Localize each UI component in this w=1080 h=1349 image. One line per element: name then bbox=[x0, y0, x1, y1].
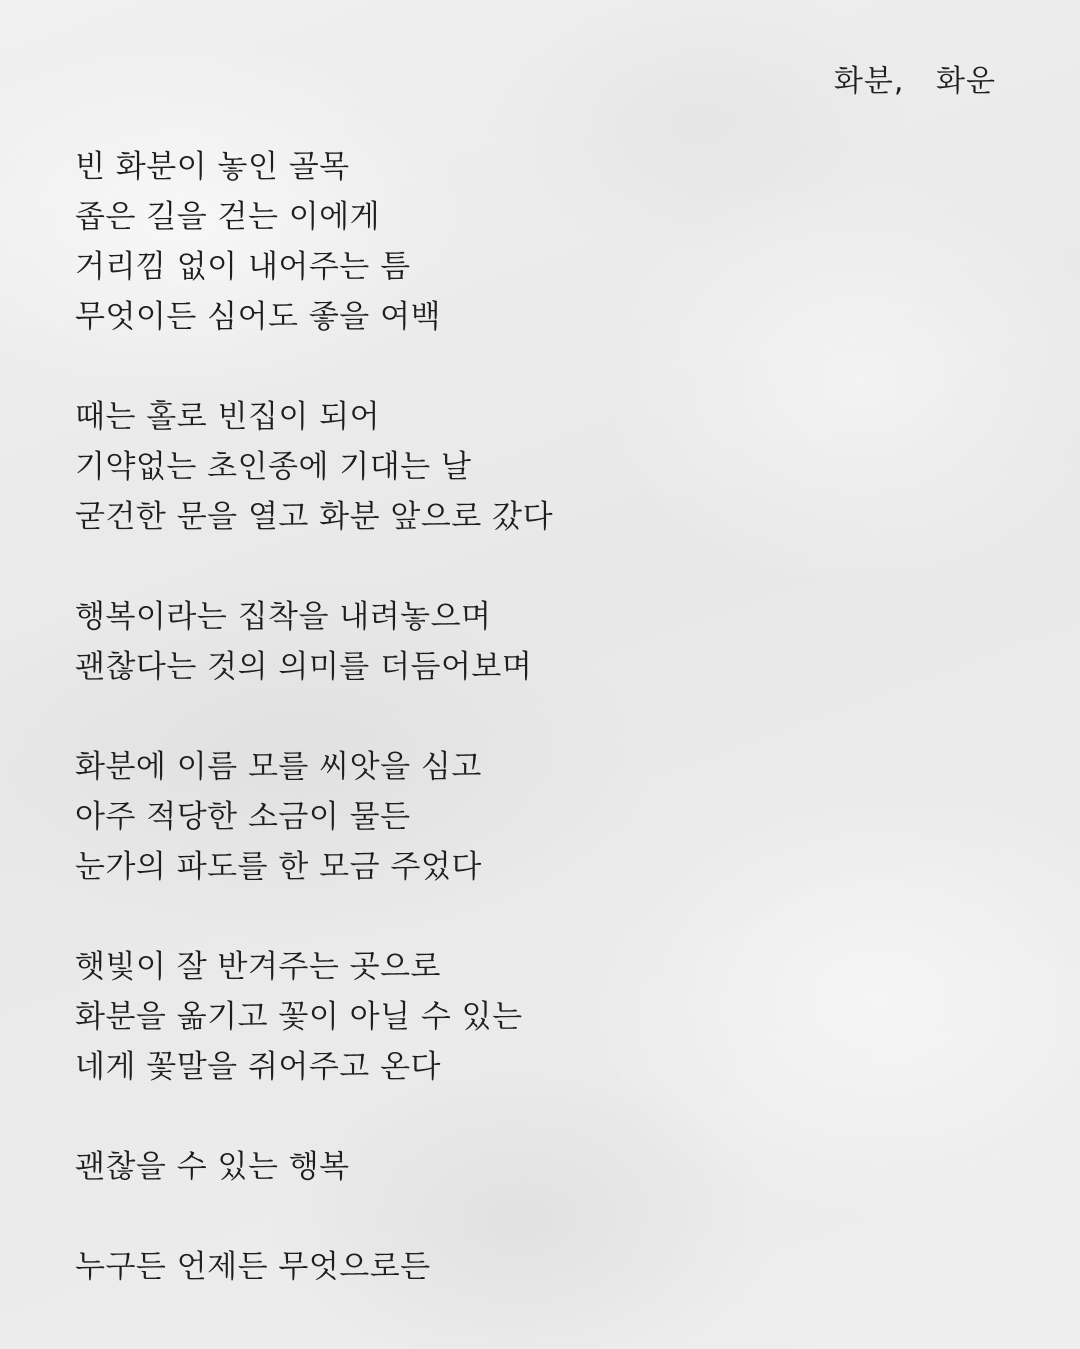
stanza bbox=[75, 392, 975, 542]
stanza bbox=[75, 742, 975, 892]
poem-line: 누구든 언제든 무엇으로든 bbox=[75, 1249, 431, 1285]
poem-line: 행복이라는 집착을 내려놓으며 bbox=[75, 599, 492, 635]
poem-line: 네게 꽃말을 쥐어주고 온다 bbox=[75, 1049, 441, 1085]
poem-line: 거리낌 없이 내어주는 틈 bbox=[75, 249, 411, 285]
poem-line: 화분에 이름 모를 씨앗을 심고 bbox=[75, 749, 482, 785]
poem-line: 좁은 길을 걷는 이에게 bbox=[75, 199, 381, 235]
poem-line: 빈 화분이 놓인 골목 bbox=[75, 149, 350, 185]
poem-line: 굳건한 문을 열고 화분 앞으로 갔다 bbox=[75, 499, 554, 535]
poem-line: 눈가의 파도를 한 모금 주었다 bbox=[75, 849, 482, 885]
poem-title: 화분, 화운 bbox=[833, 64, 996, 99]
poem-line: 화분을 옮기고 꽃이 아닐 수 있는 bbox=[75, 999, 523, 1035]
poem-line: 괜찮을 수 있는 행복 bbox=[75, 1149, 350, 1185]
stanza bbox=[75, 592, 975, 692]
poem-body bbox=[75, 142, 975, 1342]
stanza bbox=[75, 142, 975, 342]
stanza bbox=[75, 1142, 975, 1192]
poem-line: 괜찮다는 것의 의미를 더듬어보며 bbox=[75, 649, 533, 685]
poem-line: 기약없는 초인종에 기대는 날 bbox=[75, 449, 472, 485]
stanza bbox=[75, 942, 975, 1092]
poem-line: 무엇이든 심어도 좋을 여백 bbox=[75, 299, 441, 335]
poem-line: 아주 적당한 소금이 물든 bbox=[75, 799, 411, 835]
poem-line: 때는 홀로 빈집이 되어 bbox=[75, 399, 381, 435]
stanza bbox=[75, 1242, 975, 1292]
poem-line: 햇빛이 잘 반겨주는 곳으로 bbox=[75, 949, 441, 985]
